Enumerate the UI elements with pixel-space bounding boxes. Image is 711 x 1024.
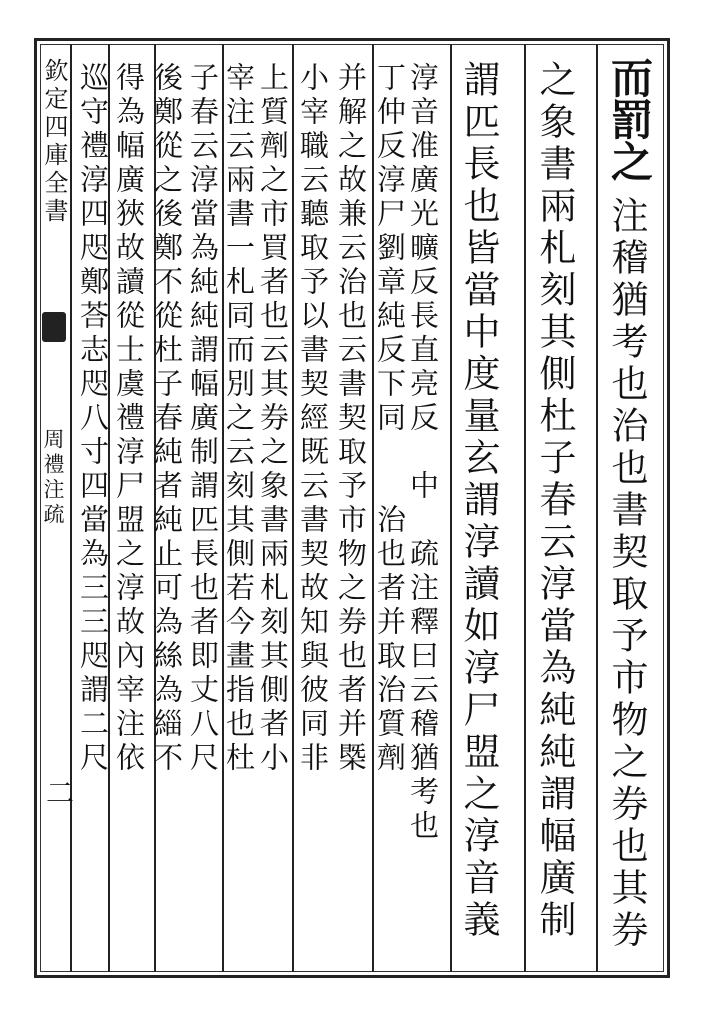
column-rule bbox=[596, 44, 598, 972]
text-column-12: 得為幅廣狹故讀從士虞禮淳尸盟之淳故內宰注依 bbox=[112, 62, 146, 776]
text-column-13: 巡守禮淳四咫鄭荅志咫八寸四當為三三咫謂二尺 bbox=[76, 62, 110, 776]
margin-divider bbox=[70, 44, 72, 972]
text-column-10: 子春云淳當為純純謂幅廣制謂匹長也者即丈八尺 bbox=[186, 62, 220, 776]
book-title: 欽定四庫全書 bbox=[40, 58, 68, 226]
text-column-4: 淳音准廣光曠反長直亮反 中 疏注釋曰云稽猶考也 bbox=[406, 62, 440, 844]
text-column-7: 小宰職云聽取予以書契經既云書契故知與彼同非 bbox=[296, 62, 330, 776]
fish-tail-mark bbox=[42, 312, 66, 342]
text-column-11: 後鄭從之後鄭不從杜子春純者純止可為絲為緇不 bbox=[150, 62, 184, 776]
text-column-3: 謂匹長也皆當中度量玄謂淳讀如淳尸盟之淳音義 bbox=[457, 60, 500, 942]
heading-text: 而罰之 bbox=[605, 56, 654, 182]
text-column-5: 丁仲反淳尸劉章純反下同 治也者并取治質劑 bbox=[373, 62, 407, 776]
text-column-2: 之象書兩札刻其側杜子春云淳當為純純謂幅廣制 bbox=[533, 60, 576, 942]
column-rule bbox=[524, 44, 526, 972]
text-column-9: 宰注云兩書一札同而別之云刻其側若今畫指也杜 bbox=[222, 62, 256, 776]
section-title: 周禮注疏 bbox=[41, 428, 65, 528]
text-column-8: 上質劑之市買者也云其券之象書兩札刻其側者小 bbox=[256, 62, 290, 776]
text-column-6: 并解之故兼云治也云書契取予市物之券也者并㮣 bbox=[334, 62, 368, 776]
column-rule bbox=[292, 44, 294, 972]
text-column-1: 注稽猶考也治也書契取予市物之券也其券 bbox=[605, 196, 648, 952]
column-rule bbox=[450, 44, 452, 972]
page-number: 二 bbox=[42, 778, 75, 808]
